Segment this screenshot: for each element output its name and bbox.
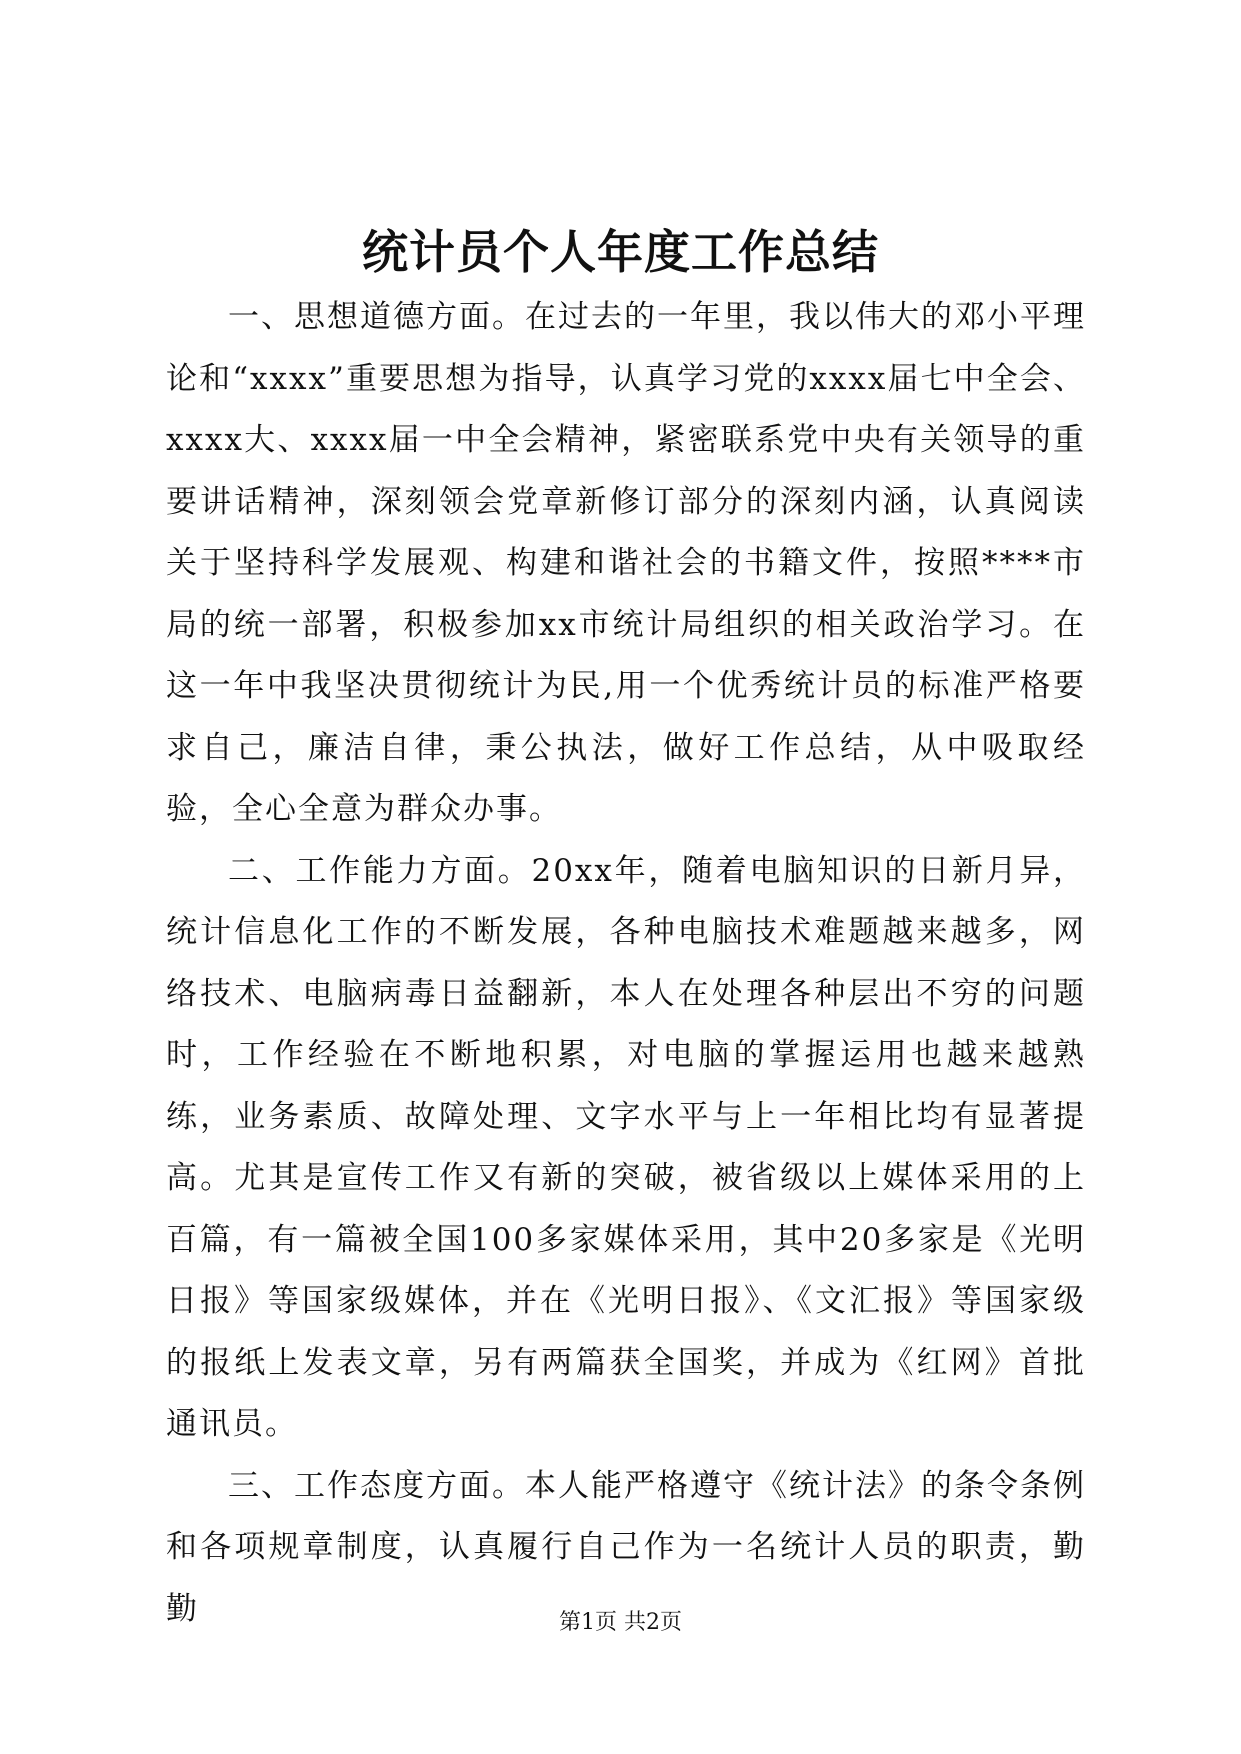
paragraph-work-ability: 二、工作能力方面。20xx年，随着电脑知识的日新月异，统计信息化工作的不断发展，各种电脑技术难题越来越多，网络技术、电脑病毒日益翻新，本人在处理各种层出不穷的问题时，工作经验在不断地积累，对电脑的掌握运用也越来越熟练，业务素质、故障处理、文字水平与上一年相比均有显著提高。尤其是宣传工作又有新的突破，被省级以上媒体采用的上百篇，有一篇被全国100多家媒体采用，其中20多家是《光明日报》等国家级媒体，并在《光明日报》、《文汇报》等国家级的报纸上发表文章，另有两篇获全国奖，并成为《红网》首批通讯员。 [166,852,1086,1442]
page-footer: 第1页 共2页 [559,1610,682,1635]
paragraph-work-attitude: 三、工作态度方面。本人能严格遵守《统计法》的条令条例和各项规章制度，认真履行自己作为一名统计人员的职责，勤勤 [166,1467,1086,1627]
document-body [166,287,1086,1640]
document-title: 统计员个人年度工作总结 [362,225,879,279]
paragraph-ideology: 一、思想道德方面。在过去的一年里，我以伟大的邓小平理论和“xxxx”重要思想为指导，认真学习党的xxxx届七中全会、xxxx大、xxxx届一中全会精神，紧密联系党中央有关领导的重要讲话精神，深刻领会党章新修订部分的深刻内涵，认真阅读关于坚持科学发展观、构建和谐社会的书籍文件，按照****市局的统一部署，积极参加xx市统计局组织的相关政治学习。在这一年中我坚决贯彻统计为民,用一个优秀统计员的标准严格要求自己，廉洁自律，秉公执法，做好工作总结，从中吸取经验，全心全意为群众办事。 [166,299,1086,827]
